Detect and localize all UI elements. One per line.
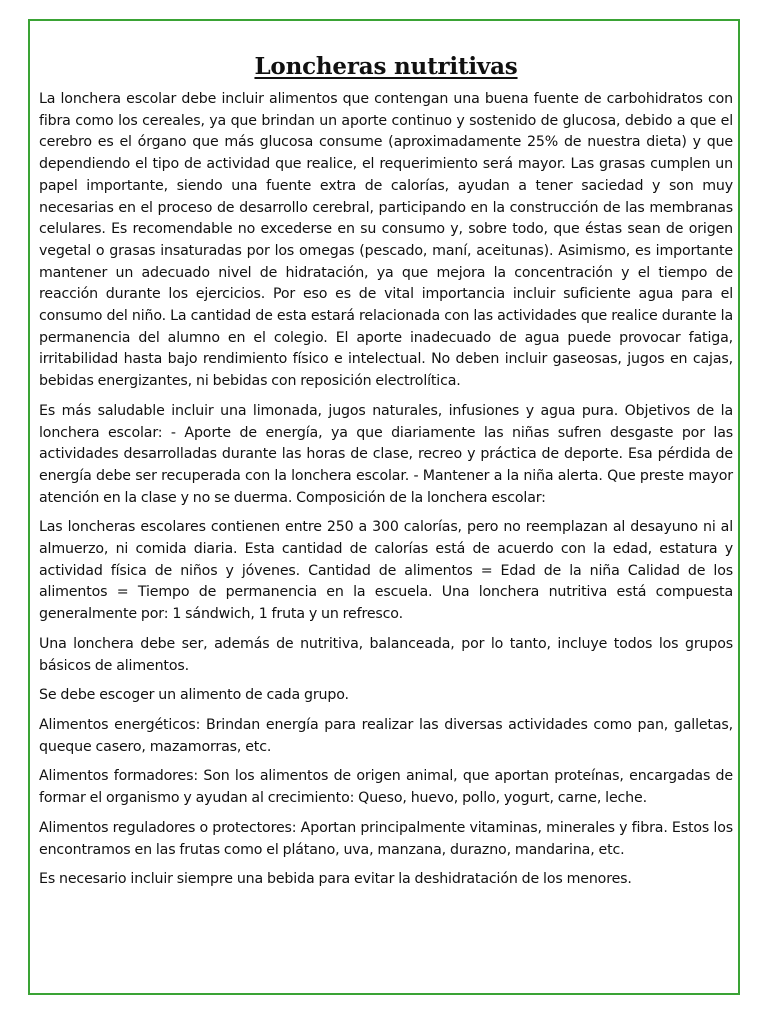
paragraph-reguladores: Alimentos reguladores o protectores: Aportan principalmente vitaminas, minerales y fibra. Estos los encontramos en las frutas como el plátano, uva, manzana, durazno, mandarina, etc. bbox=[39, 819, 733, 858]
document-title: Loncheras nutritivas bbox=[254, 53, 518, 80]
paragraph-escoger-grupo: Se debe escoger un alimento de cada grupo. bbox=[39, 687, 349, 704]
paragraph-calorias: Las loncheras escolares contienen entre 250 a 300 calorías, pero no reemplazan al desayuno ni al almuerzo, ni comida diaria. Esta cantidad de calorías está de acuerdo con la edad, estatura y actividad física de niños y jóvenes. Cantidad de alimentos = Edad de la niña Calidad de los alimentos = Tiempo de permanencia en la escuela. Una lonchera nutritiva está compuesta generalmente por: 1 sándwich, 1 fruta y un refresco. bbox=[39, 519, 733, 623]
paragraph-energeticos: Alimentos energéticos: Brindan energía para realizar las diversas actividades como pan, galletas, queque casero, mazamorras, etc. bbox=[39, 716, 733, 755]
paragraph-objetivos: Es más saludable incluir una limonada, jugos naturales, infusiones y agua pura. Objetivos de la lonchera escolar: - Aporte de energía, ya que diariamente las niñas sufren desgaste por las actividades desarrolladas durante las horas de clase, recreo y práctica de deporte. Esa pérdida de energía debe ser recuperada con la lonchera escolar. - Mantener a la niña alerta. Que preste mayor atención en la clase y no se duerma. Composición de la lonchera escolar: bbox=[39, 402, 733, 506]
paragraph-formadores: Alimentos formadores: Son los alimentos de origen animal, que aportan proteínas, encargadas de formar el organismo y ayudan al crecimiento: Queso, huevo, pollo, yogurt, carne, leche. bbox=[39, 768, 733, 807]
document-body bbox=[39, 52, 733, 899]
paragraph-balanceada: Una lonchera debe ser, además de nutritiva, balanceada, por lo tanto, incluye todos los grupos básicos de alimentos. bbox=[39, 635, 733, 674]
paragraph-carbohidratos-grasas-hidratacion: La lonchera escolar debe incluir alimentos que contengan una buena fuente de carbohidratos con fibra como los cereales, ya que brindan un aporte continuo y sostenido de glucosa, debido a que el cerebro es el órgano que más glucosa consume (aproximadamente 25% de nuestra dieta) y que dependiendo el tipo de actividad que realice, el requerimiento será mayor. Las grasas cumplen un papel importante, siendo una fuente extra de calorías, ayudan a tener saciedad y son muy necesarias en el proceso de desarrollo cerebral, participando en la construcción de las membranas celulares. Es recomendable no excederse en su consumo y, sobre todo, que éstas sean de origen vegetal o grasas insaturadas por los omegas (pescado, maní, aceitunas). Asimismo, es importante mantener un adecuado nivel de hidratación, ya que mejora la concentración y el tiempo de reacción durante los ejercicios. Por eso es de vital importancia incluir suficiente agua para el consumo del niño. La cantidad de esta estará relacionada con las actividades que realice durante la permanencia del alumno en el colegio. El aporte inadecuado de agua puede provocar fatiga, irritabilidad hasta bajo rendimiento físico e intelectual. No deben incluir gaseosas, jugos en cajas, bebidas energizantes, ni bebidas con reposición electrolítica. bbox=[39, 91, 733, 390]
paragraph-bebida: Es necesario incluir siempre una bebida para evitar la deshidratación de los menores. bbox=[39, 871, 632, 888]
